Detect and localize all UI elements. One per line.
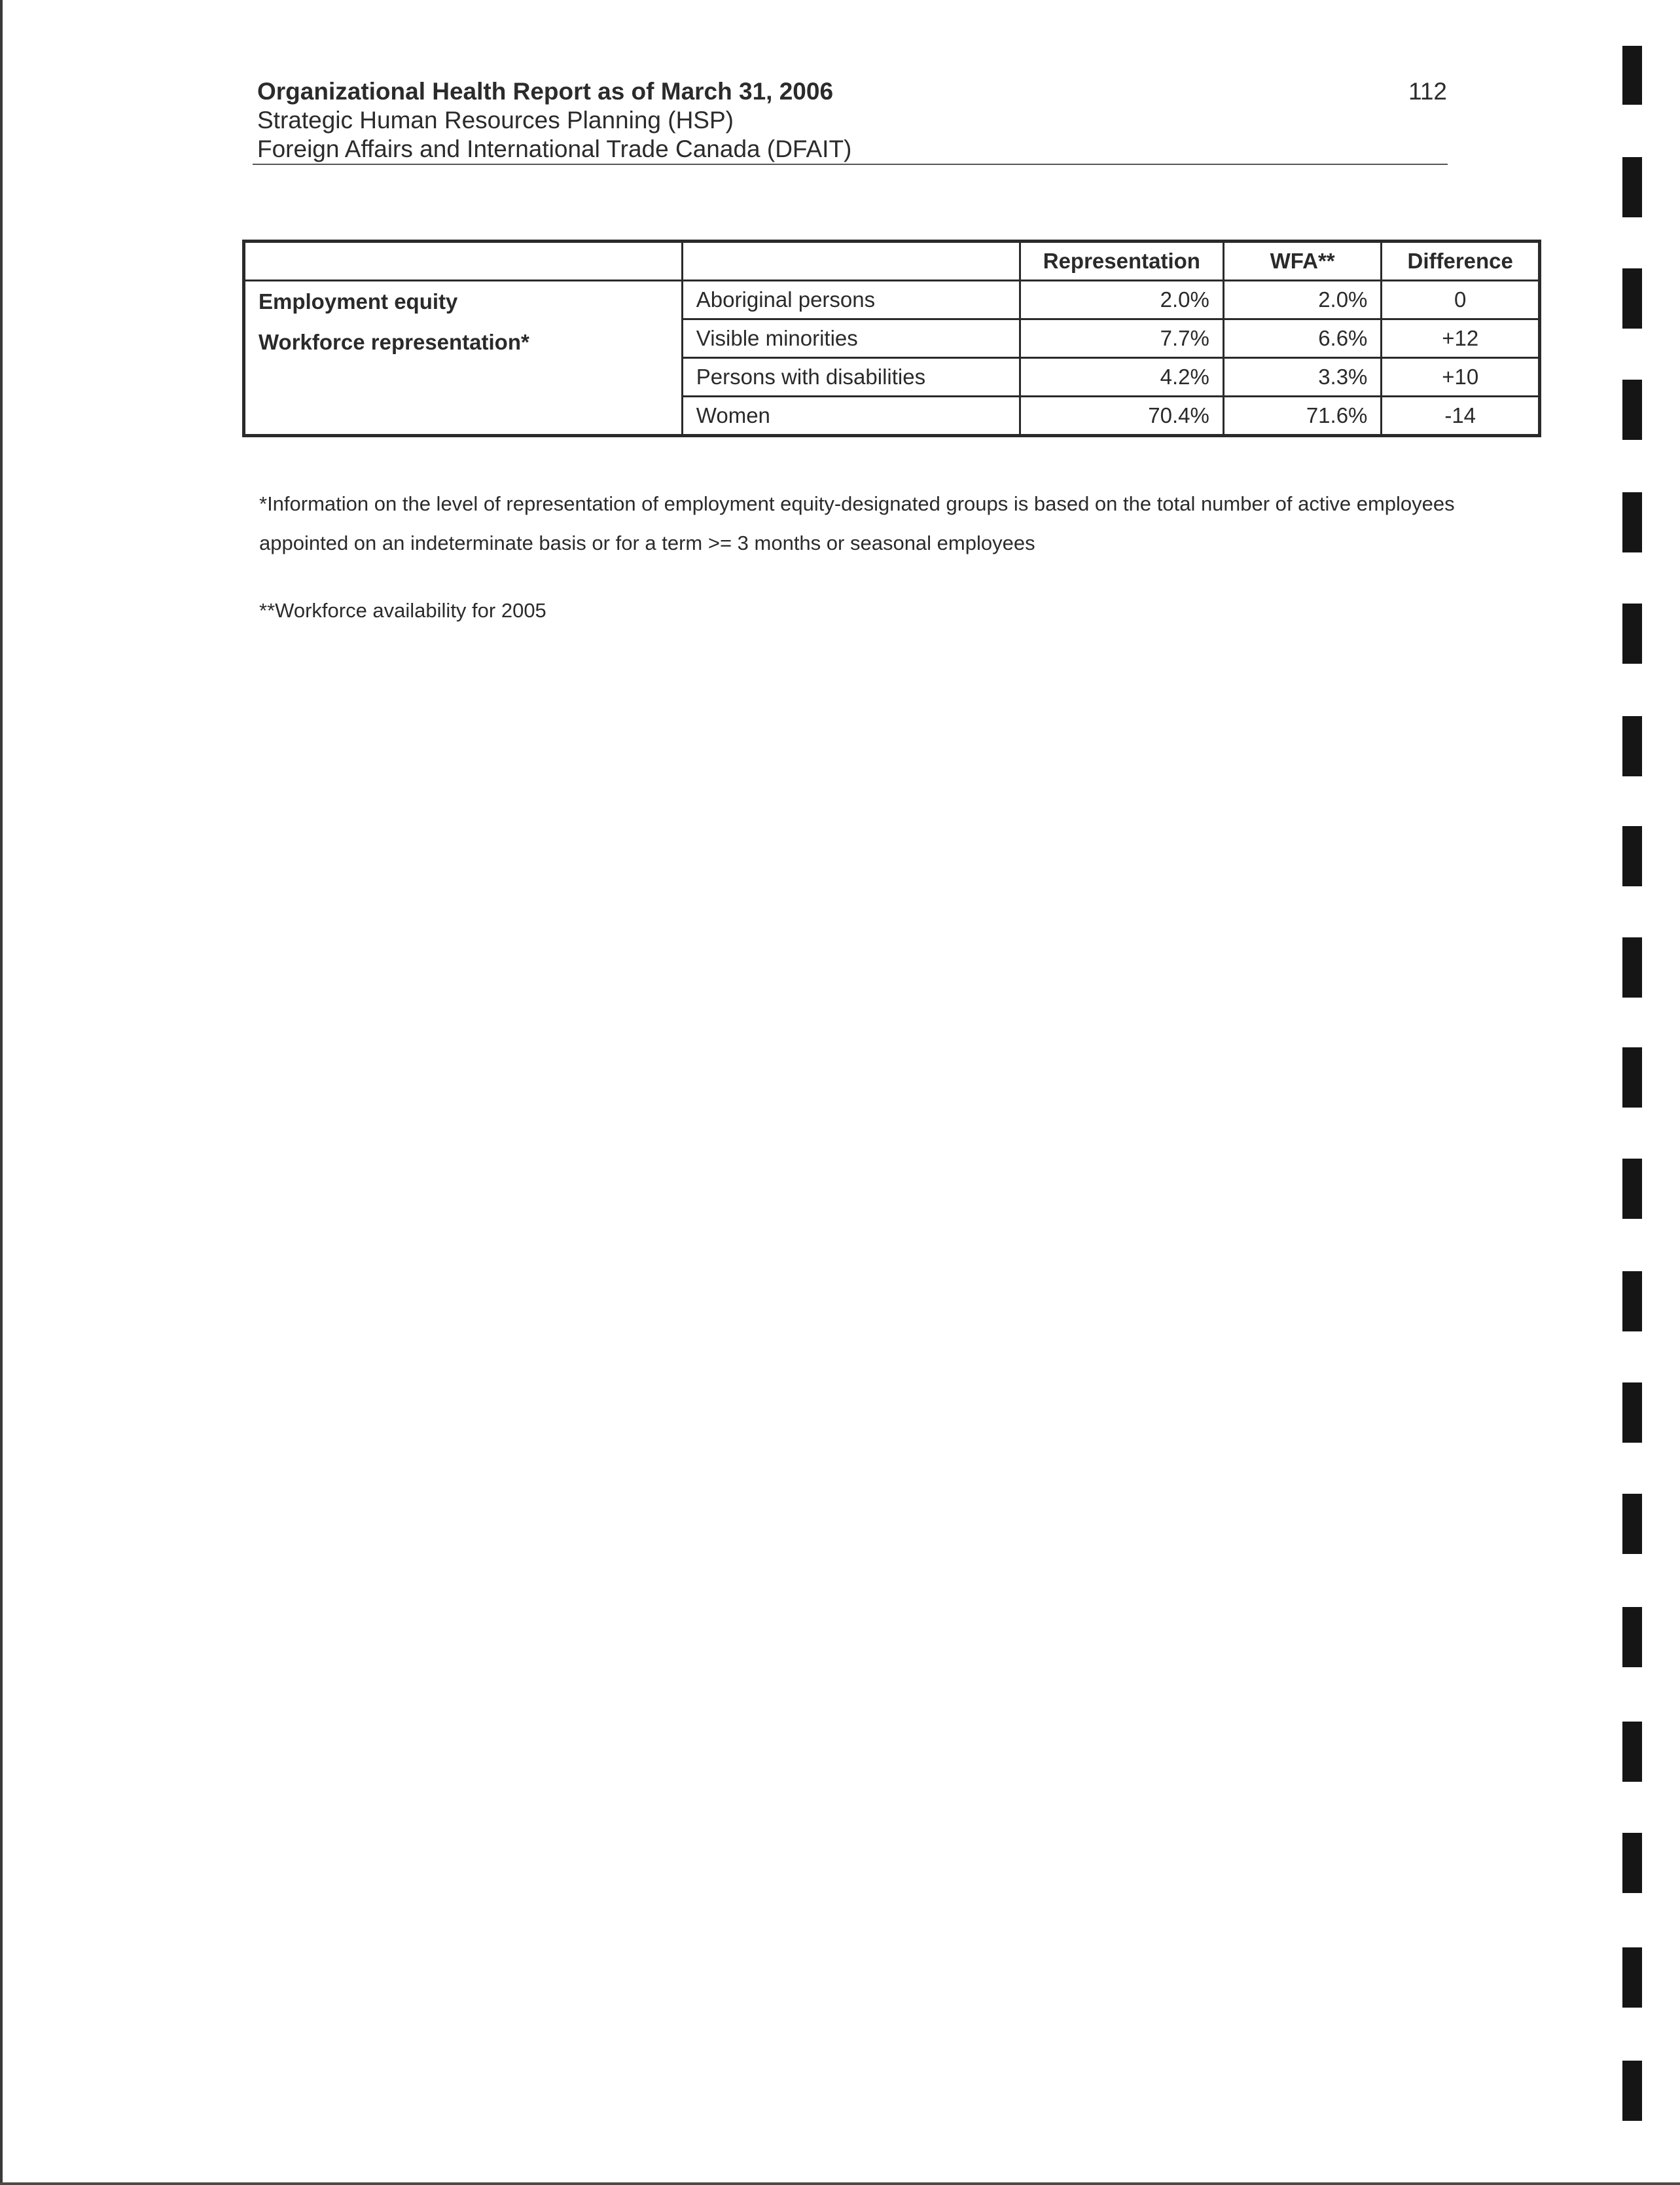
binding-mark — [1622, 1722, 1642, 1782]
difference-value: 0 — [1382, 281, 1540, 319]
label-workforce-representation: Workforce representation* — [259, 330, 529, 354]
department-unit: Strategic Human Resources Planning (HSP) — [257, 107, 734, 134]
binding-mark — [1622, 1833, 1642, 1893]
table-header-row — [244, 242, 1540, 281]
row-label-cell — [244, 281, 683, 436]
binding-mark — [1622, 937, 1642, 998]
table-row — [244, 281, 1540, 319]
footnote-wfa: **Workforce availability for 2005 — [259, 599, 546, 622]
binding-mark — [1622, 1382, 1642, 1443]
binding-mark — [1622, 1494, 1642, 1554]
department-name: Foreign Affairs and International Trade Canada (DFAIT) — [257, 135, 852, 162]
binding-mark — [1622, 268, 1642, 329]
report-title: Organizational Health Report as of March 31, 2006 — [257, 78, 834, 105]
binding-mark — [1622, 492, 1642, 552]
page-number: 112 — [1408, 78, 1447, 105]
binding-mark — [1622, 46, 1642, 105]
representation-value: 2.0% — [1020, 281, 1223, 319]
label-employment-equity: Employment equity — [259, 289, 458, 314]
page-edge-bottom — [0, 2182, 1680, 2185]
representation-value: 4.2% — [1020, 358, 1223, 397]
binding-mark — [1622, 1607, 1642, 1667]
representation-value: 7.7% — [1020, 319, 1223, 358]
column-header-wfa: WFA** — [1223, 242, 1382, 281]
binding-mark — [1622, 1271, 1642, 1331]
group-name: Women — [682, 397, 1020, 436]
group-name: Aboriginal persons — [682, 281, 1020, 319]
header-divider — [253, 164, 1448, 165]
representation-value: 70.4% — [1020, 397, 1223, 436]
page-header — [257, 77, 1447, 164]
binding-mark — [1622, 604, 1642, 664]
wfa-value: 6.6% — [1223, 319, 1382, 358]
binding-mark — [1622, 716, 1642, 776]
wfa-value: 2.0% — [1223, 281, 1382, 319]
footnote-representation: *Information on the level of representation of employment equity-designated groups is based on the total number of active employees appointed on an indeterminate basis or for a term >= 3 months or seasonal employees — [259, 492, 1455, 554]
binding-mark — [1622, 2061, 1642, 2121]
difference-value: -14 — [1382, 397, 1540, 436]
difference-value: +12 — [1382, 319, 1540, 358]
empty-header-cell — [682, 242, 1020, 281]
employment-equity-table — [242, 240, 1541, 437]
binding-mark — [1622, 157, 1642, 217]
column-header-difference: Difference — [1382, 242, 1540, 281]
page-edge — [0, 0, 3, 2185]
binding-mark — [1622, 1159, 1642, 1219]
binding-mark — [1622, 826, 1642, 886]
wfa-value: 71.6% — [1223, 397, 1382, 436]
binding-mark — [1622, 380, 1642, 440]
column-header-representation: Representation — [1020, 242, 1223, 281]
empty-header-cell — [244, 242, 683, 281]
group-name: Persons with disabilities — [682, 358, 1020, 397]
difference-value: +10 — [1382, 358, 1540, 397]
group-name: Visible minorities — [682, 319, 1020, 358]
binding-mark — [1622, 1047, 1642, 1108]
wfa-value: 3.3% — [1223, 358, 1382, 397]
binding-mark — [1622, 1947, 1642, 2008]
